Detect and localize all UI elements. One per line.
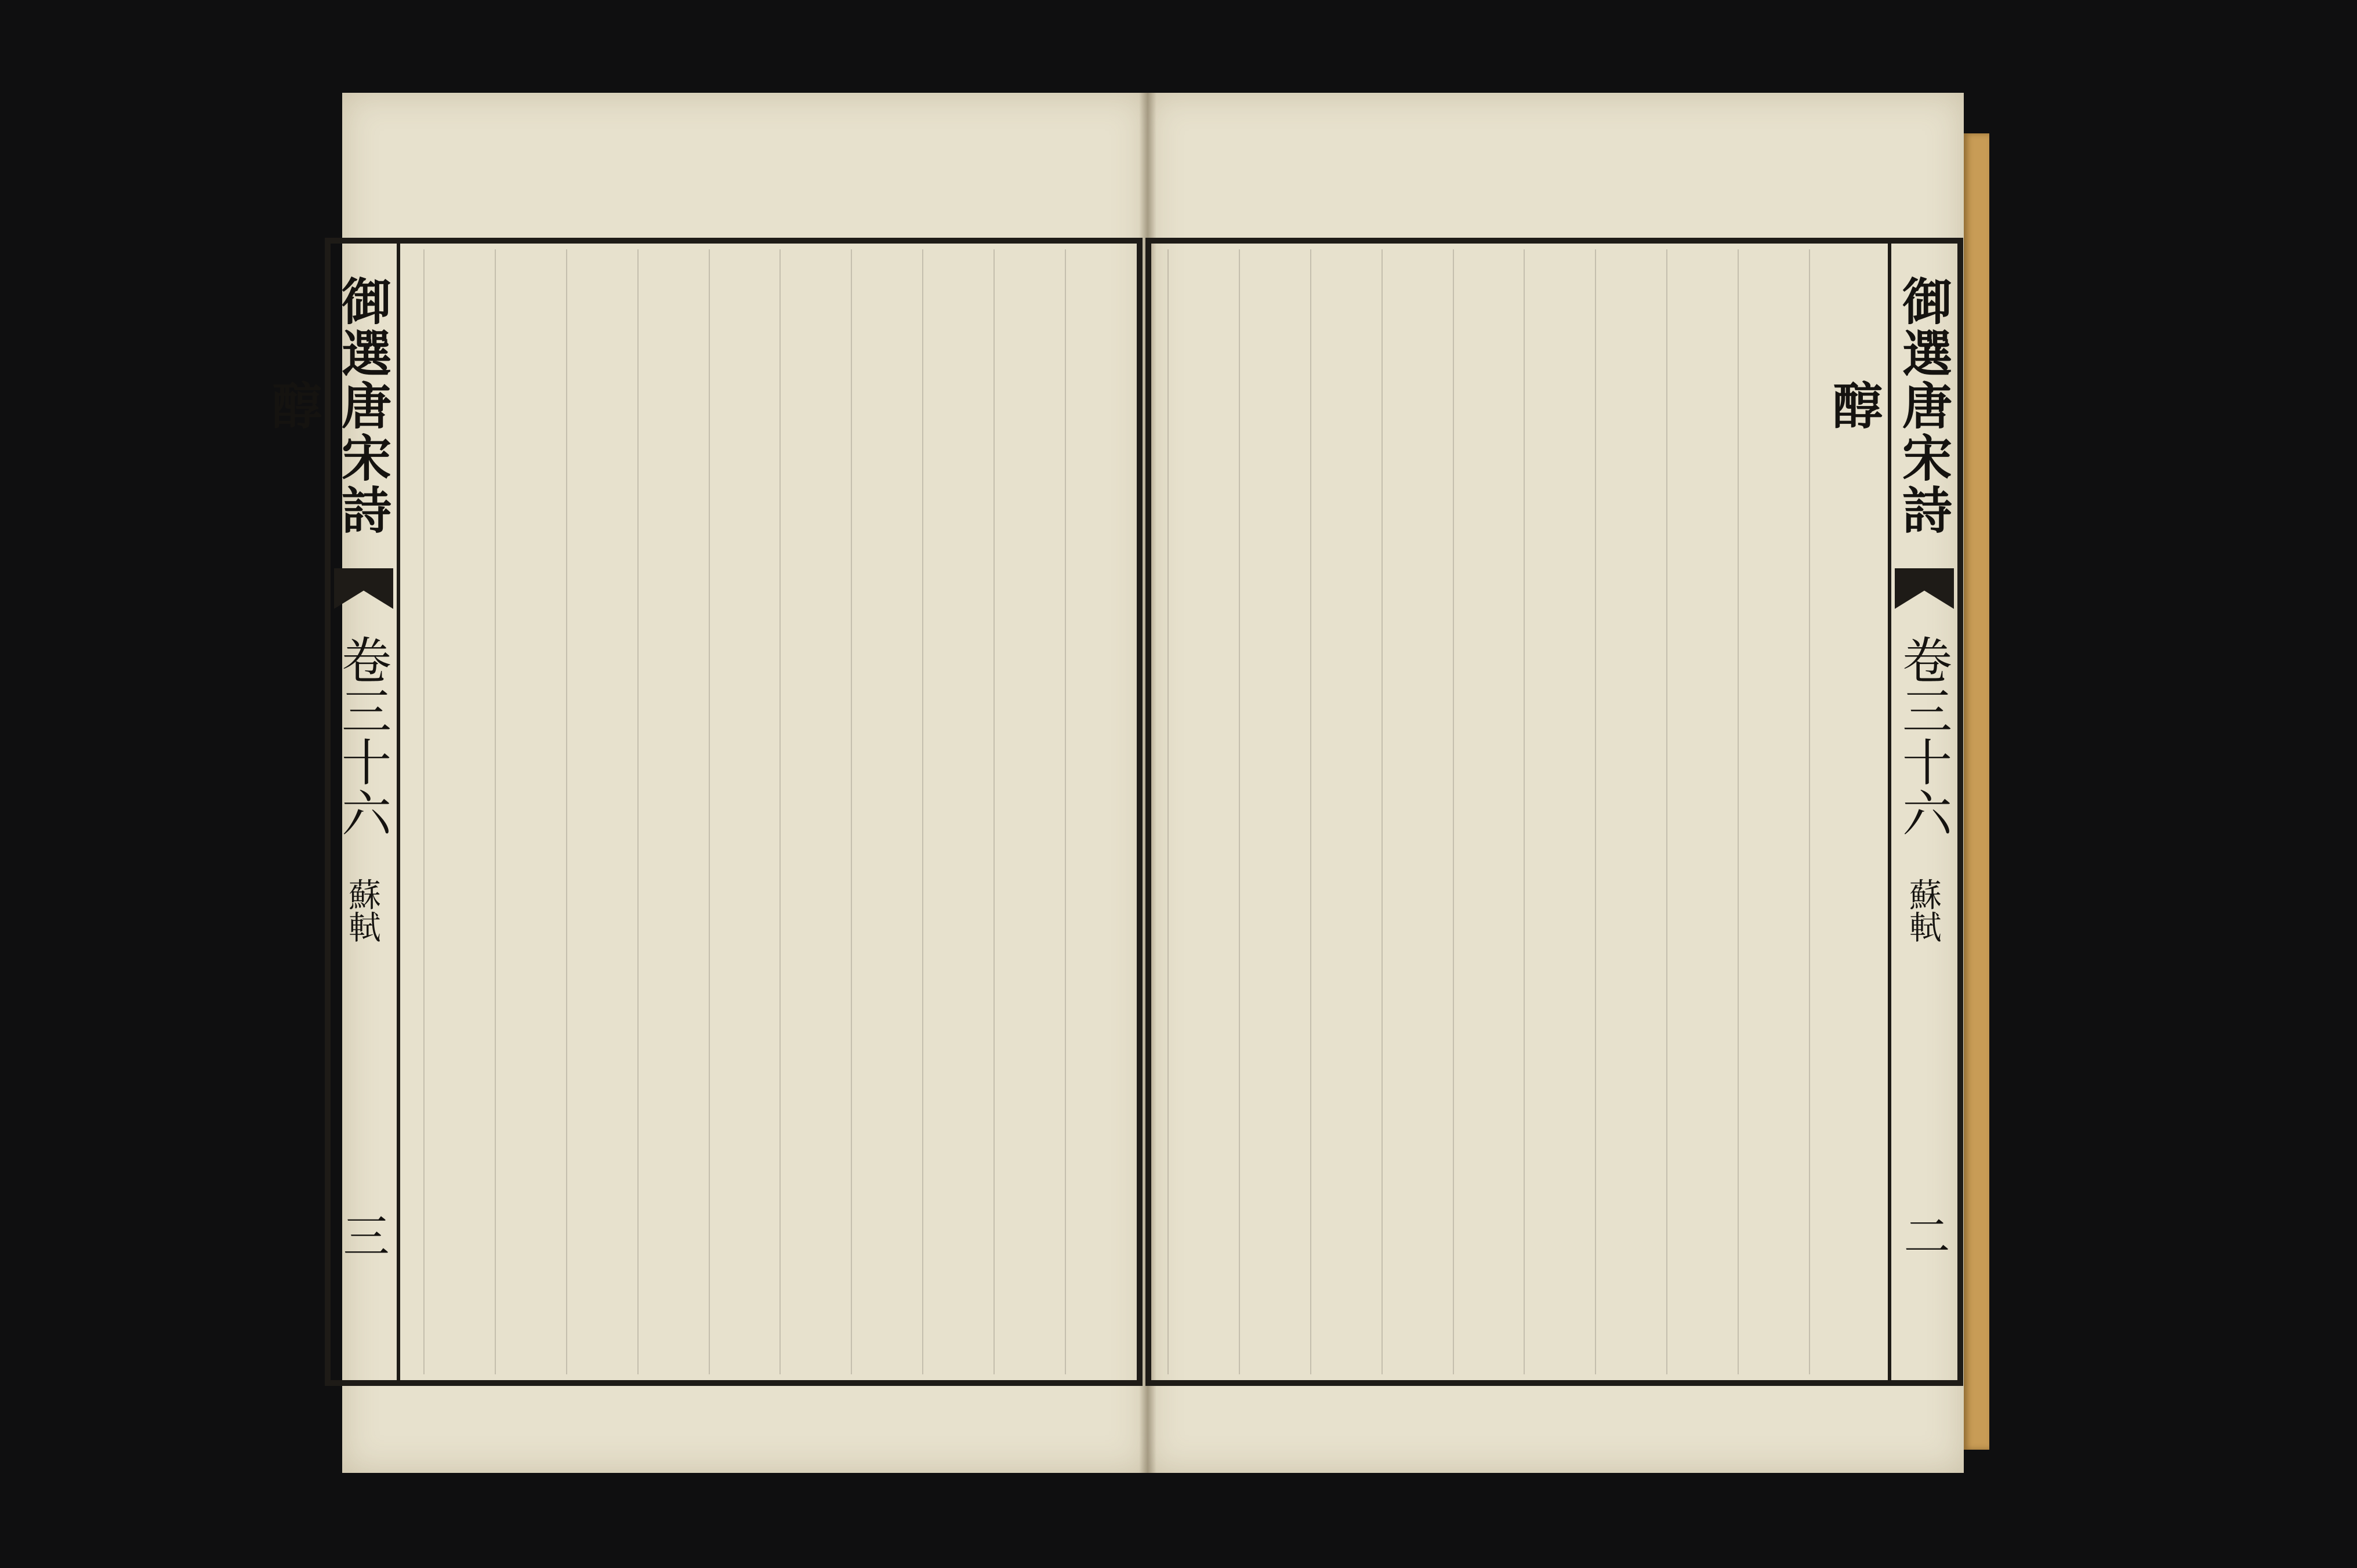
text-column — [993, 249, 1049, 1374]
text-column — [1453, 249, 1509, 1374]
text-column — [1310, 249, 1366, 1374]
text-column — [1239, 249, 1294, 1374]
left-fold-strip — [263, 244, 400, 1380]
text-column — [1809, 249, 1865, 1374]
page-number: 二 — [1896, 1212, 1950, 1258]
text-column — [566, 249, 622, 1374]
text-column — [1738, 249, 1793, 1374]
left-text-area — [423, 249, 1121, 1374]
text-column — [922, 249, 978, 1374]
right-printed-frame — [1145, 238, 1963, 1386]
text-column — [779, 249, 835, 1374]
text-column — [1666, 249, 1722, 1374]
text-column — [1524, 249, 1579, 1374]
text-column — [423, 249, 479, 1374]
right-text-area — [1167, 249, 1865, 1374]
text-column — [709, 249, 764, 1374]
volume-label: 卷三十六 — [1894, 634, 1952, 839]
text-column — [851, 249, 906, 1374]
right-fold-strip — [1824, 244, 1957, 1380]
left-printed-frame — [263, 238, 1143, 1386]
book-title: 御選唐宋詩醇 — [263, 275, 391, 536]
page-number: 三 — [335, 1212, 389, 1258]
fishtail-mark — [1895, 568, 1954, 609]
fishtail-mark — [334, 568, 393, 609]
volume-label: 卷三十六 — [333, 634, 391, 839]
text-column — [495, 249, 550, 1374]
text-column — [1065, 249, 1121, 1374]
book-title: 御選唐宋詩醇 — [1824, 275, 1952, 536]
author-label: 蘇軾 — [1904, 878, 1942, 943]
text-column — [1381, 249, 1437, 1374]
page-block-edge — [1964, 133, 1989, 1450]
author-label: 蘇軾 — [343, 878, 381, 943]
text-column — [1595, 249, 1651, 1374]
text-column — [1167, 249, 1223, 1374]
text-column — [637, 249, 693, 1374]
